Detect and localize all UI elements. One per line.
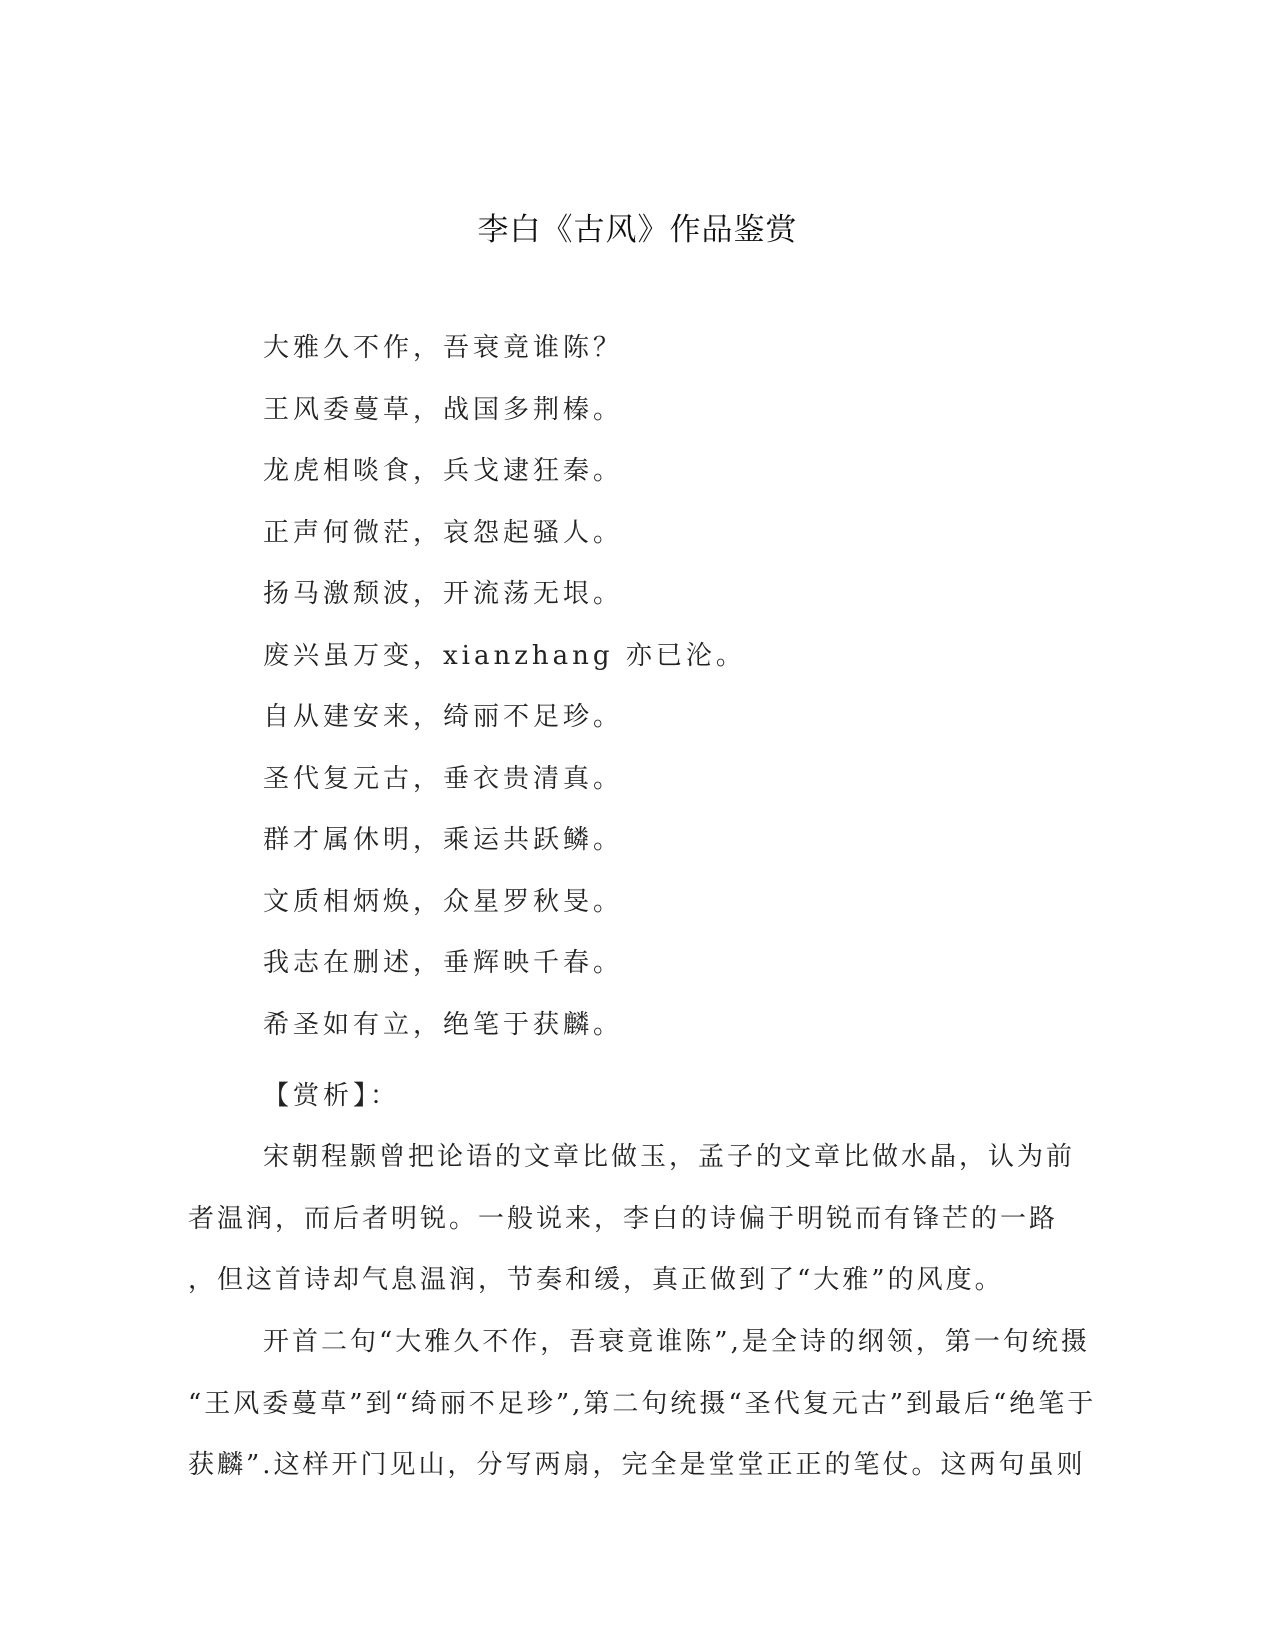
- poem-line: 希圣如有立，绝笔于获麟。: [263, 1009, 624, 1040]
- poem-line: 自从建安来，绮丽不足珍。: [263, 702, 624, 732]
- analysis-paragraph: [188, 1320, 1096, 1505]
- analysis-paragraph: [188, 1135, 1075, 1320]
- poem-text: [263, 326, 746, 1064]
- poem-line: 王风委蔓草，战国多荆榛。: [263, 394, 624, 425]
- poem-line: 我志在删述，垂辉映千春。: [263, 948, 624, 978]
- paragraph-line: 者温润，而后者明锐。一般说来，李白的诗偏于明锐而有锋芒的一路: [188, 1203, 1059, 1234]
- analysis-label: 【赏析】：: [263, 1081, 401, 1111]
- poem-line: 废兴虽万变，xianzhang 亦已沦。: [263, 640, 746, 671]
- poem-line: 扬马激颓波，开流荡无垠。: [263, 579, 624, 609]
- paragraph-line: ，但这首诗却气息温润，节奏和缓，真正做到了“大雅”的风度。: [188, 1265, 1004, 1295]
- poem-line: 大雅久不作，吾衰竟谁陈？: [263, 333, 624, 363]
- poem-line: 龙虎相啖食，兵戈逮狂秦。: [263, 456, 624, 486]
- poem-line: 文质相炳焕，众星罗秋旻。: [263, 886, 624, 917]
- paragraph-line: 获麟”.这样开门见山，分写两扇，完全是堂堂正正的笔仗。这两句虽则: [188, 1450, 1086, 1480]
- poem-line: 正声何微茫，哀怨起骚人。: [263, 517, 624, 548]
- poem-line: 圣代复元古，垂衣贵清真。: [263, 763, 624, 794]
- paragraph-line: 开首二句“大雅久不作，吾衰竟谁陈”,是全诗的纲领，第一句统摄: [263, 1327, 1090, 1357]
- poem-line: 群才属休明，乘运共跃鳞。: [263, 825, 624, 855]
- paragraph-line: 宋朝程颢曾把论语的文章比做玉，孟子的文章比做水晶，认为前: [263, 1142, 1076, 1172]
- paragraph-line: “王风委蔓草”到“绮丽不足珍”,第二句统摄“圣代复元古”到最后“绝笔于: [188, 1388, 1097, 1419]
- page-title: 李白《古风》作品鉴赏: [477, 212, 798, 248]
